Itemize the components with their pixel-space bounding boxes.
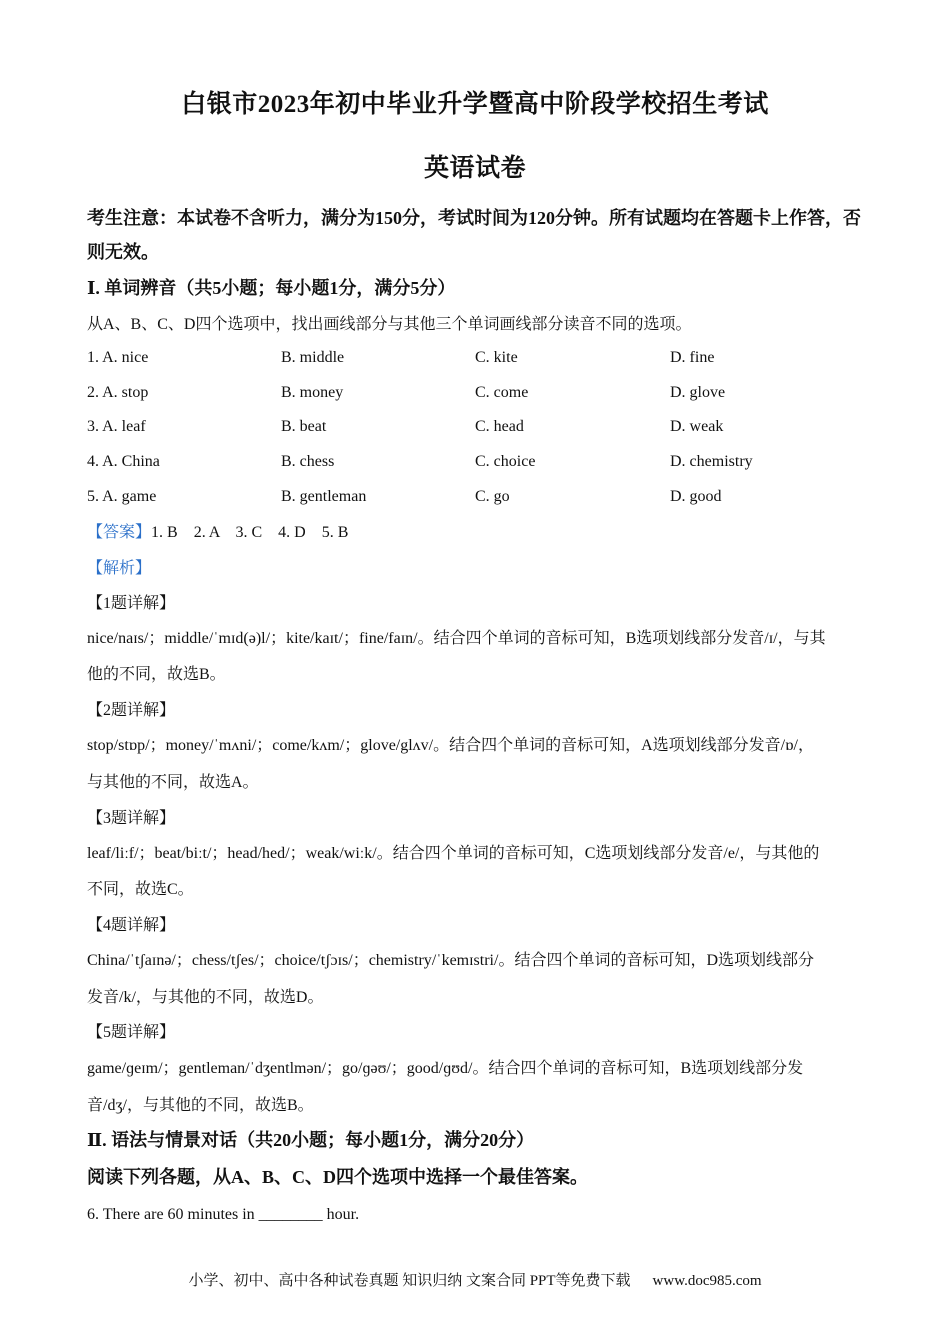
option-a: 1. A. nice — [87, 349, 149, 366]
detail-1-text-cont: 他的不同，故选B。 — [87, 666, 226, 683]
detail-3-text-cont: 不同，故选C。 — [87, 881, 194, 898]
exam-title: 白银市2023年初中毕业升学暨高中阶段学校招生考试 — [181, 91, 769, 118]
option-a: 3. A. leaf — [87, 418, 146, 436]
footer-url[interactable]: www.doc985.com — [652, 1273, 762, 1289]
detail-5-text: game/ɡeɪm/；gentleman/ˈdʒentlmən/；go/ɡəʊ/；good/ɡʊd/。结合四个单词的音标可知，B选项划线部分发 — [87, 1060, 804, 1077]
detail-4-text: China/ˈtʃaɪnə/；chess/tʃes/；choice/tʃɔɪs/；chemistry/ˈkemɪstri/。结合四个单词的音标可知，D选项划线部分 — [87, 952, 815, 969]
section2-instruction: 阅读下列各题，从A、B、C、D四个选项中选择一个最佳答案。 — [87, 1167, 589, 1187]
option-d: D. glove — [670, 383, 726, 401]
question-row — [87, 453, 877, 488]
section1-instruction: 从A、B、C、D四个选项中，找出画线部分与其他三个单词画线部分读音不同的选项。 — [87, 316, 692, 333]
page-footer — [0, 1269, 950, 1290]
option-d: D. weak — [670, 418, 724, 436]
detail-4-text-cont: 发音/k/，与其他的不同，故选D。 — [87, 989, 324, 1006]
option-b: B. chess — [281, 453, 335, 471]
option-b: B. middle — [281, 349, 345, 366]
detail-4-label: 【4题详解】 — [87, 917, 176, 934]
question-row — [87, 488, 877, 523]
option-c: C. kite — [475, 349, 518, 366]
option-b: B. gentleman — [281, 487, 367, 505]
option-d: D. good — [670, 487, 722, 505]
candidate-notice: 考生注意：本试卷不含听力，满分为150分，考试时间为120分钟。所有试题均在答题卡上作答，否则无效。 — [87, 208, 861, 262]
option-c: C. come — [475, 383, 529, 401]
detail-1-label: 【1题详解】 — [87, 595, 176, 612]
option-c: C. head — [475, 418, 524, 436]
footer-text: 小学、初中、高中各种试卷真题 知识归纳 文案合同 PPT等免费下载 — [188, 1273, 631, 1289]
section1-heading: Ⅰ. 单词辨音（共5小题；每小题1分，满分5分） — [87, 278, 456, 298]
detail-3-label: 【3题详解】 — [87, 810, 176, 827]
detail-1-text: nice/naɪs/；middle/ˈmɪd(ə)l/；kite/kaɪt/；fine/faɪn/。结合四个单词的音标可知，B选项划线部分发音/ɪ/，与其 — [87, 630, 826, 647]
exam-subtitle: 英语试卷 — [423, 155, 526, 182]
detail-5-label: 【5题详解】 — [87, 1024, 176, 1041]
answer-text: 1. B 2. A 3. C 4. D 5. B — [151, 524, 349, 541]
answer-line — [87, 523, 877, 543]
section2-heading: Ⅱ. 语法与情景对话（共20小题；每小题1分，满分20分） — [87, 1130, 535, 1150]
question-row — [87, 349, 877, 384]
option-a: 4. A. China — [87, 453, 160, 471]
detail-5-text-cont: 音/dʒ/，与其他的不同，故选B。 — [87, 1097, 314, 1114]
question-6: 6. There are 60 minutes in ________ hour. — [87, 1206, 360, 1223]
option-b: B. money — [281, 383, 344, 401]
question-row — [87, 384, 877, 419]
option-c: C. go — [475, 487, 510, 505]
analysis-label: 【解析】 — [87, 560, 152, 577]
phonetics-question-grid — [87, 349, 877, 522]
detail-3-text: leaf/liːf/；beat/biːt/；head/hed/；weak/wiːk/。结合四个单词的音标可知，C选项划线部分发音/e/，与其他的 — [87, 845, 820, 862]
detail-2-label: 【2题详解】 — [87, 702, 176, 719]
detail-2-text-cont: 与其他的不同，故选A。 — [87, 774, 259, 791]
option-d: D. chemistry — [670, 453, 753, 471]
option-b: B. beat — [281, 418, 327, 436]
question-row — [87, 418, 877, 453]
option-a: 2. A. stop — [87, 383, 149, 401]
answer-label: 【答案】 — [87, 524, 152, 541]
detail-2-text: stop/stɒp/；money/ˈmʌni/；come/kʌm/；glove/glʌv/。结合四个单词的音标可知，A选项划线部分发音/ɒ/， — [87, 737, 814, 754]
option-d: D. fine — [670, 349, 715, 366]
option-a: 5. A. game — [87, 487, 157, 505]
option-c: C. choice — [475, 453, 536, 471]
